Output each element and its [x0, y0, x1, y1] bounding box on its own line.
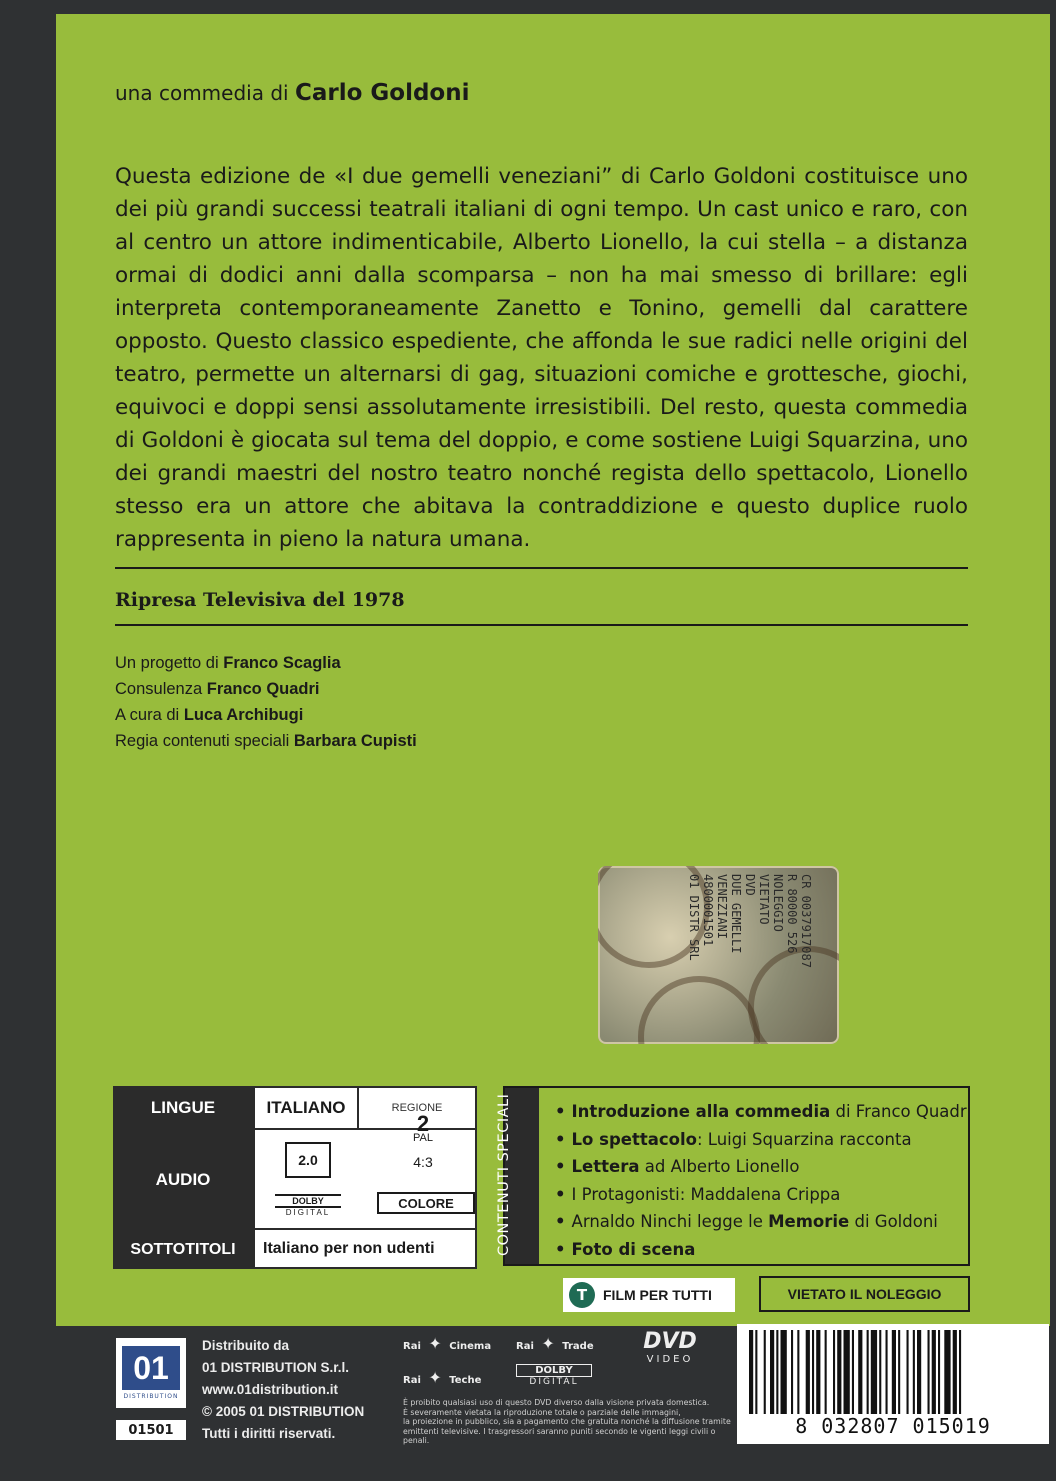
credit-name: Luca Archibugi: [183, 706, 304, 724]
item-plain: I Protagonisti: [571, 1184, 680, 1204]
barcode-bar: [858, 1330, 862, 1414]
dolby-text: DOLBY: [516, 1364, 592, 1377]
divider-bottom: [115, 624, 968, 626]
legal-notice: [403, 1398, 733, 1446]
logo-sub: DISTRIBUTION: [123, 1393, 179, 1400]
item-rest: di Goldoni: [849, 1212, 938, 1231]
barcode-bar: [892, 1330, 896, 1414]
barcode-bar: [781, 1330, 787, 1414]
special-contents-list: [555, 1098, 971, 1263]
logo-mark: 01: [122, 1346, 180, 1390]
rai-star-icon: ✦: [428, 1368, 442, 1387]
special-contents: [496, 1086, 972, 1266]
barcode-bar: [770, 1330, 774, 1414]
distributor-line: Distribuito da: [202, 1338, 289, 1353]
credit-line: [115, 676, 417, 702]
barcode-bar: [852, 1330, 854, 1414]
list-item: [555, 1236, 971, 1264]
credit-role: A cura di: [115, 706, 180, 724]
rai-brand: Rai: [403, 1341, 421, 1352]
list-item: [555, 1208, 971, 1236]
video-text: VIDEO: [646, 1354, 694, 1365]
intro-prefix: una commedia di: [115, 81, 289, 105]
hologram-sticker: [598, 866, 839, 1044]
item-rest: : Maddalena Crippa: [679, 1184, 841, 1204]
barcode-bar: [837, 1330, 841, 1414]
item-bold: Lo spettacolo: [571, 1129, 697, 1149]
ratio-label: 4:3: [413, 1154, 433, 1170]
distribution-logo: [116, 1338, 186, 1408]
rai-name: Trade: [562, 1341, 594, 1352]
synopsis: Questa edizione de «I due gemelli veneziani” di Carlo Goldoni costituisce uno dei più grandi successi teatrali italiani di ogni tempo. Un cast unico e raro, con al centro un attore indimenticabile, Alberto Lionello, la cui stella – a distanza ormai di dodici anni dalla scomparsa – non ha mai smesso di brillare: egli interpreta contemporaneamente Zanetto e Tonino, gemelli dal carattere opposto. Questo classico espediente, che affonda le sue radici nelle origini del teatro, permette un alternarsi di gag, situazioni comiche e grottesche, giochi, equivoci e doppi sensi assolutamente irresistibili. Del resto, questa commedia di Goldoni è giocata sul tema del doppio, e come sostiene Luigi Squarzina, uno dei grandi maestri del nostro teatro nonché regista dello spettacolo, Lionello stesso era un attore che abitava la contraddizione e questo duplice ruolo rappresenta in pieno la natura umana.: [115, 164, 968, 552]
barcode-bar: [886, 1330, 888, 1414]
list-item: [555, 1181, 971, 1209]
barcode-bar: [928, 1330, 930, 1414]
rai-cinema-logo: [403, 1334, 491, 1353]
barcode-bar: [879, 1330, 881, 1414]
barcode-bar: [816, 1330, 820, 1414]
legal-line: È proibito qualsiasi uso di questo DVD diverso dalla visione privata domestica.: [403, 1398, 710, 1407]
barcode-bar: [959, 1330, 961, 1414]
rai-brand: Rai: [403, 1375, 421, 1386]
rai-name: Teche: [449, 1375, 482, 1386]
rai-brand: Rai: [516, 1341, 534, 1352]
rai-teche-logo: [403, 1368, 481, 1387]
hologram-ring: [638, 976, 760, 1044]
credit-name: Franco Scaglia: [223, 654, 341, 672]
barcode-bar: [953, 1330, 957, 1414]
barcode-bar: [764, 1330, 766, 1414]
barcode-bars: [743, 1330, 1043, 1414]
regione-value: 2: [416, 1111, 430, 1136]
rai-star-icon: ✦: [541, 1334, 555, 1353]
credit-role: Regia contenuti speciali: [115, 732, 290, 750]
distributor-line: © 2005 01 DISTRIBUTION: [202, 1404, 365, 1419]
credit-line: [115, 702, 417, 728]
audio-label: AUDIO: [155, 1170, 211, 1189]
item-bold: Lettera: [571, 1157, 640, 1176]
barcode-bar: [797, 1330, 799, 1414]
distributor-info: [202, 1335, 364, 1445]
barcode-bar: [871, 1330, 877, 1414]
barcode-bar: [833, 1330, 835, 1414]
list-item: [555, 1153, 971, 1181]
item-rest: : Luigi Squarzina racconta: [696, 1129, 912, 1149]
barcode-bar: [867, 1330, 869, 1414]
divider-top: [115, 567, 968, 569]
credit-role: Un progetto di: [115, 654, 219, 672]
barcode-bar: [917, 1330, 921, 1414]
spec-table: [113, 1086, 477, 1269]
rai-star-icon: ✦: [428, 1334, 442, 1353]
film-per-tutti-badge: [563, 1278, 735, 1312]
item-rest: ad Alberto Lionello: [639, 1157, 800, 1176]
sottotitoli-value: Italiano per non udenti: [255, 1230, 475, 1267]
audio-channel-box: 2.0: [285, 1142, 331, 1178]
special-contents-heading: CONTENUTI SPECIALI: [496, 1093, 512, 1256]
vietato-noleggio-badge: [759, 1276, 970, 1312]
credit-line: [115, 650, 417, 676]
special-contents-tab: [496, 1088, 539, 1264]
legal-line: emittenti televisive. I trasgressori saranno puniti secondo le vigenti leggi civili o penali.: [403, 1426, 716, 1445]
barcode-bar: [791, 1330, 793, 1414]
barcode-bar: [749, 1330, 753, 1414]
audio-cell: [255, 1111, 475, 1228]
credit-line: [115, 728, 417, 754]
colore-badge: COLORE: [377, 1192, 475, 1214]
lingue-label: LINGUE: [150, 1098, 216, 1117]
barcode-bar: [806, 1330, 810, 1414]
credit-name: Barbara Cupisti: [293, 732, 417, 750]
regione-label: REGIONE: [391, 1102, 443, 1114]
item-bold: Introduzione alla commedia: [571, 1102, 831, 1121]
rai-name: Cinema: [449, 1341, 492, 1352]
rating-t-icon: T: [569, 1282, 595, 1308]
distributor-line: www.01distribution.it: [202, 1382, 339, 1397]
dolby-digital-logo: [516, 1364, 592, 1387]
list-item: [555, 1098, 971, 1126]
dolby-logo: [275, 1194, 341, 1217]
pal-label: PAL: [413, 1132, 433, 1144]
dvd-video-logo: [632, 1330, 708, 1365]
distributor-line: 01 DISTRIBUTION S.r.l.: [202, 1360, 350, 1375]
barcode-bar: [844, 1330, 850, 1414]
vietato-noleggio-label: VIETATO IL NOLEGGIO: [787, 1286, 942, 1302]
credit-name: Franco Quadri: [206, 680, 320, 698]
catalog-code: 01501: [116, 1420, 186, 1440]
dolby-text: DOLBY: [275, 1194, 341, 1208]
credits-list: [115, 650, 417, 754]
sottotitoli-label: SOTTOTITOLI: [130, 1240, 236, 1258]
barcode-number: 8 032807 015019: [795, 1414, 991, 1438]
lingue-value: ITALIANO: [255, 1088, 357, 1128]
author-name: Carlo Goldoni: [294, 80, 470, 106]
barcode-bar: [825, 1330, 827, 1414]
legal-line: la proiezione in pubblico, sia a pagamento che gratuita nonché la diffusione tramite: [403, 1417, 731, 1426]
item-rest: di Franco Quadri: [830, 1102, 972, 1121]
barcode-bar: [907, 1330, 909, 1414]
film-per-tutti-label: FILM PER TUTTI: [603, 1287, 712, 1303]
item-bold: Foto di scena: [571, 1239, 696, 1259]
barcode-bar: [913, 1330, 915, 1414]
broadcast-note: Ripresa Televisiva del 1978: [115, 589, 405, 611]
barcode-bar: [898, 1330, 900, 1414]
intro-line: [115, 80, 469, 106]
legal-line: È severamente vietata la riproduzione totale o parziale delle immagini,: [403, 1407, 681, 1417]
item-bold: Memorie: [768, 1212, 850, 1231]
barcode-bar: [938, 1330, 940, 1414]
credit-role: Consulenza: [115, 680, 203, 698]
rai-trade-logo: [516, 1334, 594, 1353]
distributor-line: Tutti i diritti riservati.: [202, 1426, 336, 1441]
list-item: [555, 1126, 971, 1154]
barcode-bar: [755, 1330, 757, 1414]
barcode-bar: [944, 1330, 950, 1414]
dvd-text: DVD: [643, 1329, 697, 1354]
hologram-text: CR 0037917087 R 80000 526 NOLEGGIO VIETATO DVD DUE GEMELLI VENEZIANI 4800001501 01 DISTR SRL: [687, 874, 813, 968]
barcode-bar: [776, 1330, 778, 1414]
barcode: [737, 1324, 1049, 1444]
barcode-bar: [812, 1330, 814, 1414]
barcode-bar: [932, 1330, 936, 1414]
digital-text: DIGITAL: [285, 1208, 331, 1217]
digital-text: DIGITAL: [529, 1377, 579, 1387]
item-plain: Arnaldo Ninchi legge le: [571, 1212, 769, 1231]
